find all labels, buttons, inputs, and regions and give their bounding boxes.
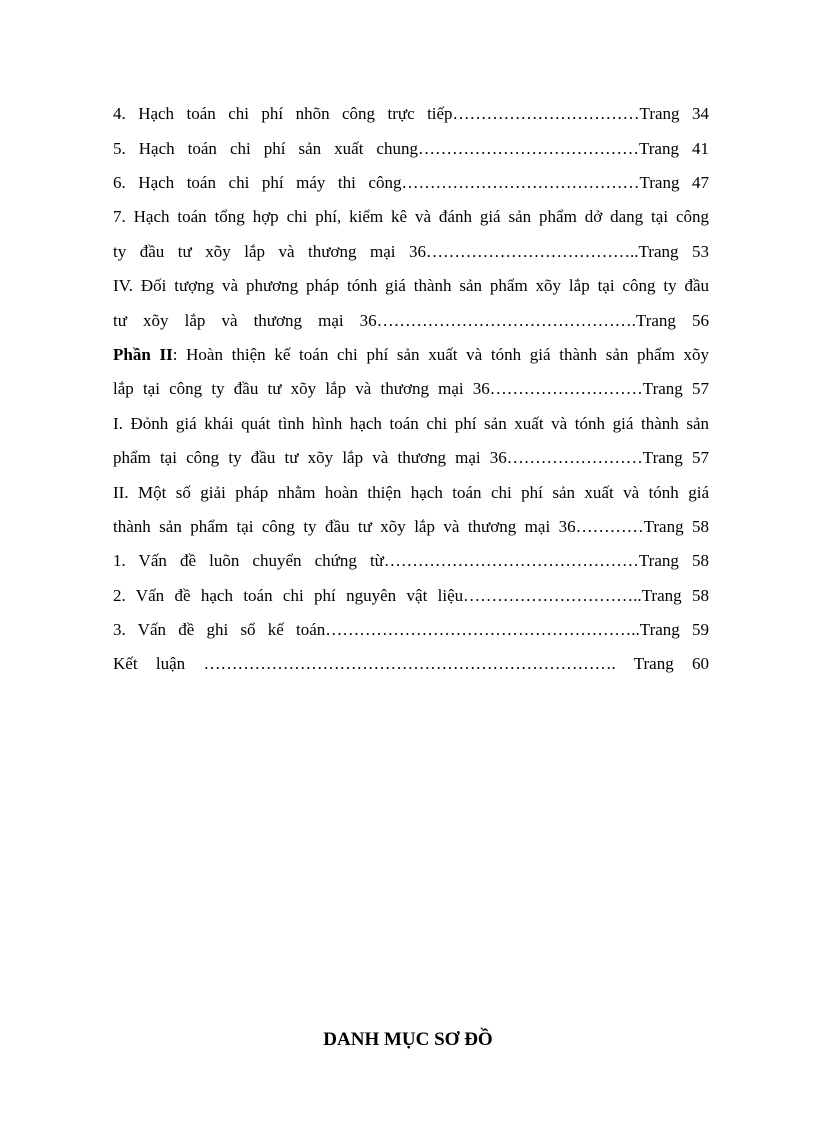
part-label: Phần II — [113, 345, 173, 364]
toc-entry: 5. Hạch toán chi phí sản xuất chung…………………………………Trang 41 — [113, 139, 709, 158]
toc-entry: ty đầu tư xõy lắp và thương mại 36………………………………..Trang 53 — [113, 242, 709, 261]
toc-entry: 3. Vấn đề ghi sổ kế toán………………………………………………..Trang 59 — [113, 620, 709, 639]
toc-entry: lắp tại công ty đầu tư xõy lắp và thương mại 36………………………Trang 57 — [113, 379, 709, 398]
part-colon: : — [172, 345, 187, 364]
toc-entry: thành sản phẩm tại công ty đầu tư xõy lắp và thương mại 36…………Trang 58 — [113, 517, 709, 536]
toc-entry: IV. Đối tượng và phương pháp tónh giá thành sản phẩm xõy lắp tại công ty đầu — [113, 276, 709, 295]
toc-entry: 4. Hạch toán chi phí nhõn công trực tiếp……………………………Trang 34 — [113, 104, 709, 123]
toc-entry: 2. Vấn đề hạch toán chi phí nguyên vật liệu…………………………..Trang 58 — [113, 586, 709, 605]
toc-entry: tư xõy lắp và thương mại 36……………………………………….Trang 56 — [113, 311, 709, 330]
toc-entry: II. Một số giải pháp nhằm hoàn thiện hạch toán chi phí sản xuất và tónh giá — [113, 483, 709, 502]
part-title: Hoàn thiện kế toán chi phí sản xuất và tónh giá thành sản phẩm xõy — [186, 345, 709, 364]
toc-entry: 1. Vấn đề luõn chuyển chứng từ………………………………………Trang 58 — [113, 551, 709, 570]
toc-entry: 6. Hạch toán chi phí máy thi công……………………………………Trang 47 — [113, 173, 709, 192]
section-heading: DANH MỤC SƠ ĐỒ — [323, 1029, 493, 1050]
toc-entry: 7. Hạch toán tổng hợp chi phí, kiểm kê và đánh giá sản phẩm dở dang tại công — [113, 207, 709, 226]
toc-entry: Kết luận ………………………………………………………………. Trang 60 — [113, 654, 709, 673]
toc-entry-part-ii — [113, 344, 709, 366]
toc-entry: I. Đỏnh giá khái quát tình hình hạch toán chi phí sản xuất và tónh giá thành sản — [113, 414, 709, 433]
toc-entry: phẩm tại công ty đầu tư xõy lắp và thương mại 36……………………Trang 57 — [113, 448, 709, 467]
